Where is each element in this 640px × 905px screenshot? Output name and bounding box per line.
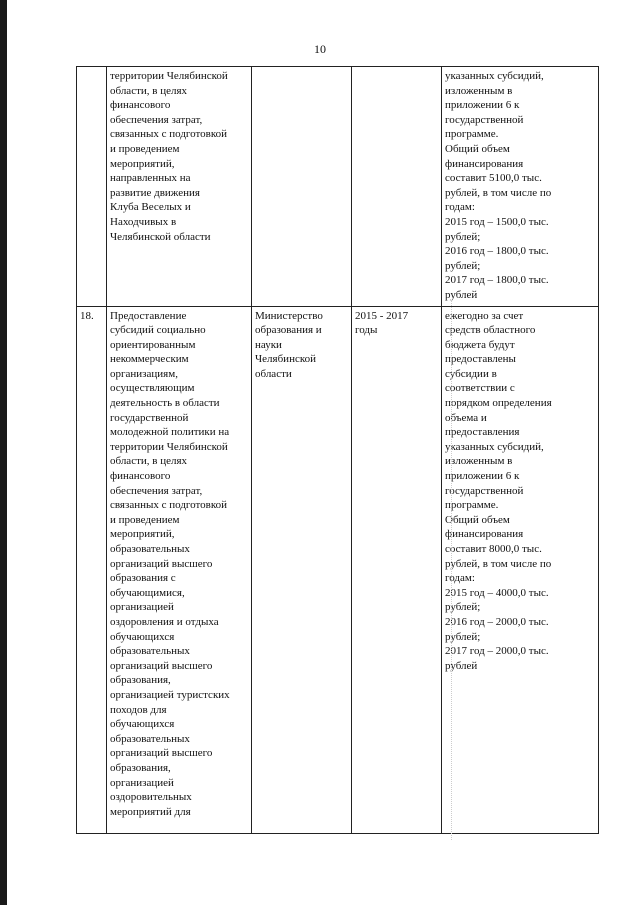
measure-description-cell [107,306,252,833]
row-number: 18. [80,309,94,322]
expected-result-cell [442,67,599,307]
executor-cell [252,306,352,833]
measure-description: Предоставление субсидий социально ориентированным некоммерческим организациям, осуществляющим деятельность в области государственной молодежной политики на территории Челябинской области, в целях финансового обеспечения затрат, связанных с подготовкой и проведением мероприятий, образовательных организаций высшего образования с обучающимися, организацией оздоровления и отдыха обучающихся образовательных организаций высшего образования, организацией туристских походов для обучающихся образовательных организаций высшего образования, организацией оздоровительных мероприятий для [110,309,230,818]
row-number-cell [77,306,107,833]
expected-result-cell [442,306,599,833]
page-number: 10 [314,42,326,56]
period: 2015 - 2017 годы [355,309,409,337]
expected-result: указанных субсидий, изложенным в приложении 6 к государственной программе. Общий объем финансирования составит 5100,0 тыс. рублей, в том числе по годам: 2015 год – 1500,0 тыс. рублей; 2016 год – 1800,0 тыс. рублей; 2017 год – 1800,0 тыс. рублей [445,70,552,301]
executor-cell [252,67,352,307]
expected-result: ежегодно за счет средств областного бюджета будут предоставлены субсидии в соответствии с порядком определения объема и предоставления указанных субсидий, изложенным в приложении 6 к государственной программе. Общий объем финансирования составит 8000,0 тыс. рублей, в том числе по годам: 2015 год – 4000,0 тыс. рублей; 2016 год – 2000,0 тыс. рублей; 2017 год – 2000,0 тыс. рублей [445,309,552,672]
program-measures-table [76,66,599,834]
table-row [77,67,599,307]
scan-edge-bar [0,0,7,905]
measure-description-cell [107,67,252,307]
table-row [77,306,599,833]
executor: Министерство образования и науки Челябинской области [255,309,323,380]
period-cell [352,306,442,833]
scan-artifact-line [451,300,453,840]
period-cell [352,67,442,307]
measure-description: территории Челябинской области, в целях финансового обеспечения затрат, связанных с подготовкой и проведением мероприятий, направленных на развитие движения Клуба Веселых и Находчивых в Челябинской области [110,70,228,243]
row-number-cell [77,67,107,307]
